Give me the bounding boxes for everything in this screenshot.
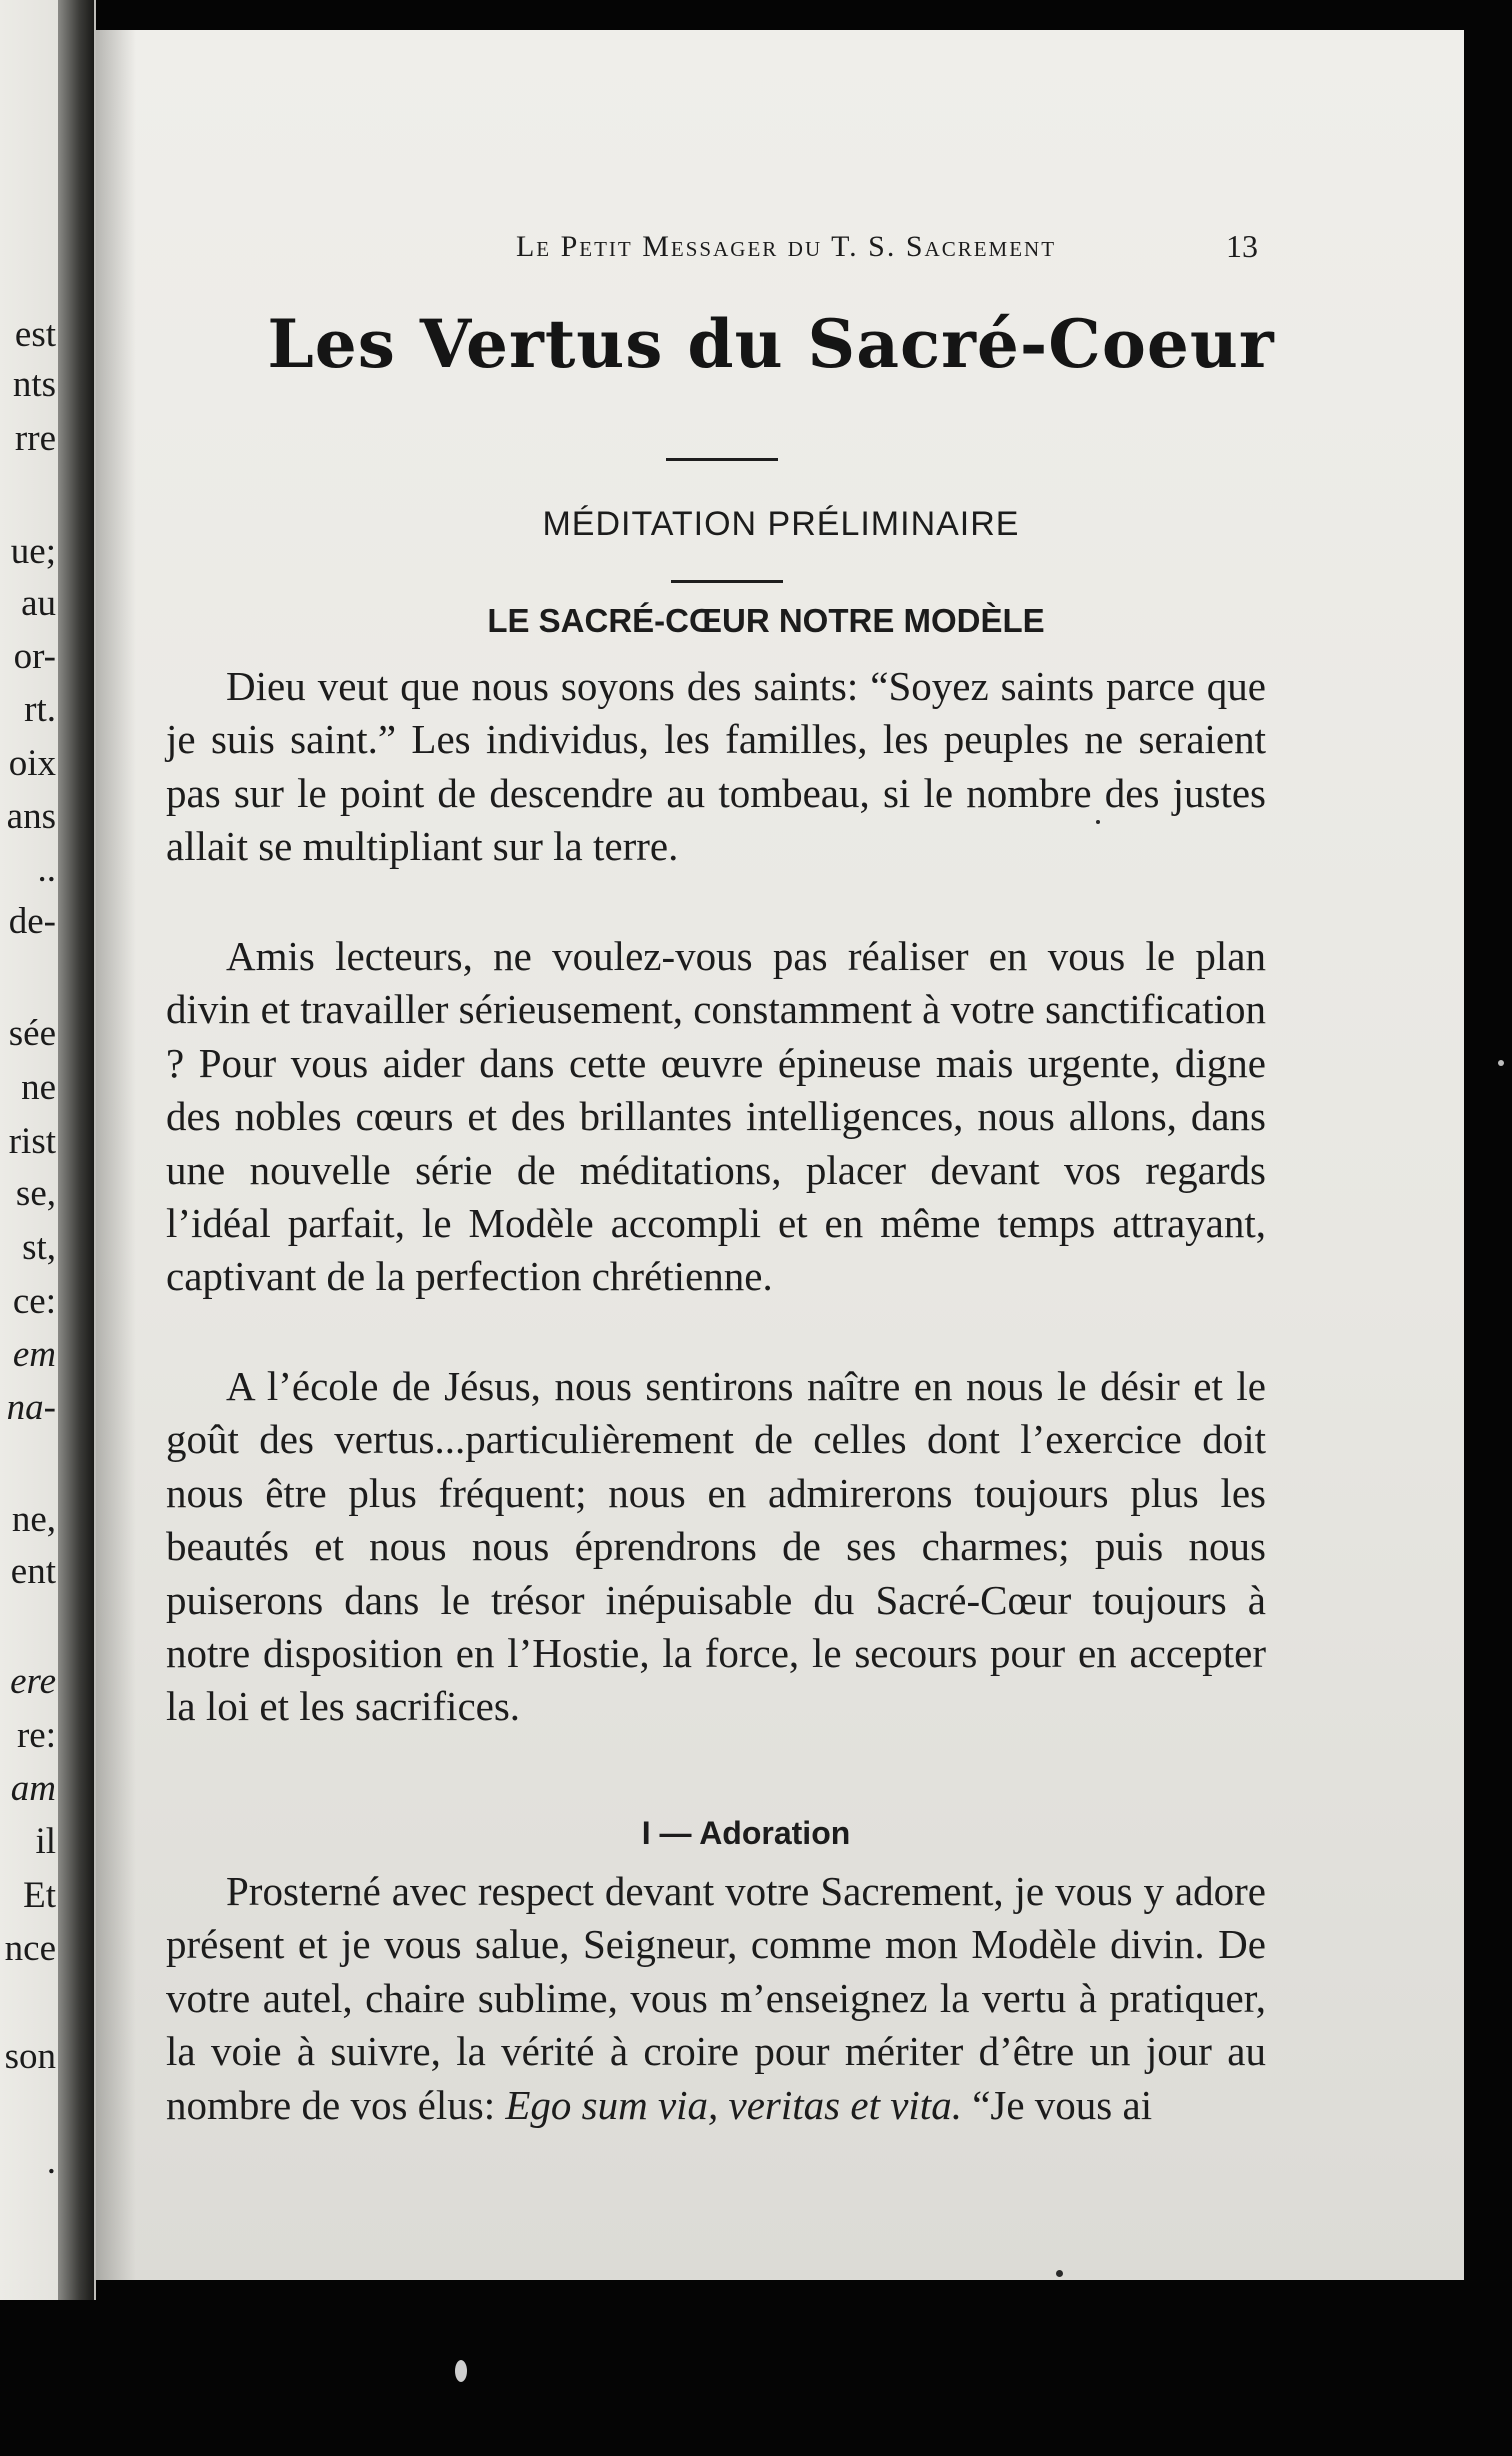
left-page-fragment: ere xyxy=(10,1661,56,1702)
paragraph-text: Prosterné avec respect devant votre Sacrement, je vous y adore présent et je vous salue, Seigneur, comme mon Modèle divin. De votre autel, chaire sublime, vous m’enseignez la vertu à pratiquer, la voie à suivre, la vérité à croire pour mériter d’être un jour au nombre de vos élus: xyxy=(166,1868,1266,2128)
left-page-fragment: em xyxy=(12,1334,56,1375)
left-page-fragment: am xyxy=(10,1768,56,1809)
left-page-fragment: .. xyxy=(37,849,56,890)
page-number: 13 xyxy=(1226,228,1258,264)
body-paragraph xyxy=(166,930,1266,1304)
left-page-fragment: au xyxy=(21,583,56,624)
paragraph-text: Dieu veut que nous soyons des saints: “Soyez saints parce que je suis saint.” Les individus, les familles, les peuples ne seraient pas sur le point de descendre au tombeau, si le nombre des justes allait se multipliant sur la terre. xyxy=(166,663,1266,870)
left-page-fragment: or- xyxy=(13,636,56,677)
left-page-fragment: ne, xyxy=(11,1499,56,1540)
left-page-fragment: son xyxy=(4,2036,56,2077)
paragraph-text: A l’école de Jésus, nous sentirons naître en nous le désir et le goût des vertus...particulièrement de celles dont l’exercice doit nous être plus fréquent; nous en admirerons toujours plus les beautés et nous nous éprendrons de ses charmes; puis nous puiserons dans le trésor inépuisable du Sacré-Cœur toujours à notre disposition en l’Hostie, la force, le secours pour en accepter la loi et les sacrifices. xyxy=(166,1363,1266,1730)
left-page-fragment: Et xyxy=(23,1875,56,1916)
latin-quotation: Ego sum via, veritas et vita. xyxy=(505,2081,962,2128)
left-page-fragment: rt. xyxy=(24,689,56,730)
subsection-heading: I — Adoration xyxy=(641,1815,851,1851)
section-heading: LE SACRÉ-CŒUR NOTRE MODÈLE xyxy=(487,602,1045,639)
left-page-fragment: na- xyxy=(6,1387,56,1428)
left-page-fragment: est xyxy=(14,314,56,355)
left-page-fragment: nts xyxy=(12,364,56,405)
left-page-fragment: re: xyxy=(16,1715,56,1756)
title-divider xyxy=(666,458,778,461)
paper-speck xyxy=(1096,820,1100,824)
right-page xyxy=(96,30,1464,2280)
book-spine xyxy=(58,0,94,2300)
paper-speck xyxy=(1056,2270,1063,2277)
left-page-fragment: ue; xyxy=(10,531,56,572)
left-page-fragment: sée xyxy=(8,1013,56,1054)
left-page-fragment: de- xyxy=(8,901,56,942)
running-head: Le Petit Messager du T. S. Sacrement xyxy=(515,230,1057,263)
left-page-fragment: nce xyxy=(4,1928,56,1969)
preface-label: MÉDITATION PRÉLIMINAIRE xyxy=(542,505,1020,543)
left-page-fragment: . xyxy=(46,2141,56,2182)
left-page-fragment: rist xyxy=(8,1121,56,1162)
left-page-fragment: ce: xyxy=(12,1281,56,1322)
left-page-fragment: il xyxy=(35,1821,56,1862)
gutter-shadow xyxy=(96,30,136,2280)
section-divider xyxy=(671,580,783,583)
left-page-fragment: rre xyxy=(14,418,56,459)
left-page-fragment: ent xyxy=(10,1551,56,1592)
article-title: Les Vertus du Sacré-Coeur xyxy=(267,305,1275,383)
left-page-fragment: se, xyxy=(15,1173,56,1214)
body-paragraph xyxy=(166,660,1266,874)
left-page-fragment: ne xyxy=(21,1067,56,1108)
scan-speck xyxy=(455,2360,467,2382)
paragraph-text: Amis lecteurs, ne voulez-vous pas réaliser en vous le plan divin et travailler sérieusement, constamment à votre sanctification ? Pour vous aider dans cette œuvre épineuse mais urgente, digne des nobles cœurs et des brillantes intelligences, nous allons, dans une nouvelle série de méditations, placer devant vos regards l’idéal parfait, le Modèle accompli et en même temps attrayant, captivant de la perfection chrétienne. xyxy=(166,933,1266,1300)
body-paragraph xyxy=(166,1360,1266,1734)
left-page-fragment: oix xyxy=(8,743,56,784)
body-paragraph xyxy=(166,1865,1266,2132)
left-page-edge xyxy=(0,0,96,2300)
left-page-fragment: ans xyxy=(6,796,56,837)
left-page-fragment: st, xyxy=(22,1227,56,1268)
scan-speck xyxy=(1498,1060,1504,1066)
paragraph-text: “Je vous ai xyxy=(972,2081,1153,2128)
